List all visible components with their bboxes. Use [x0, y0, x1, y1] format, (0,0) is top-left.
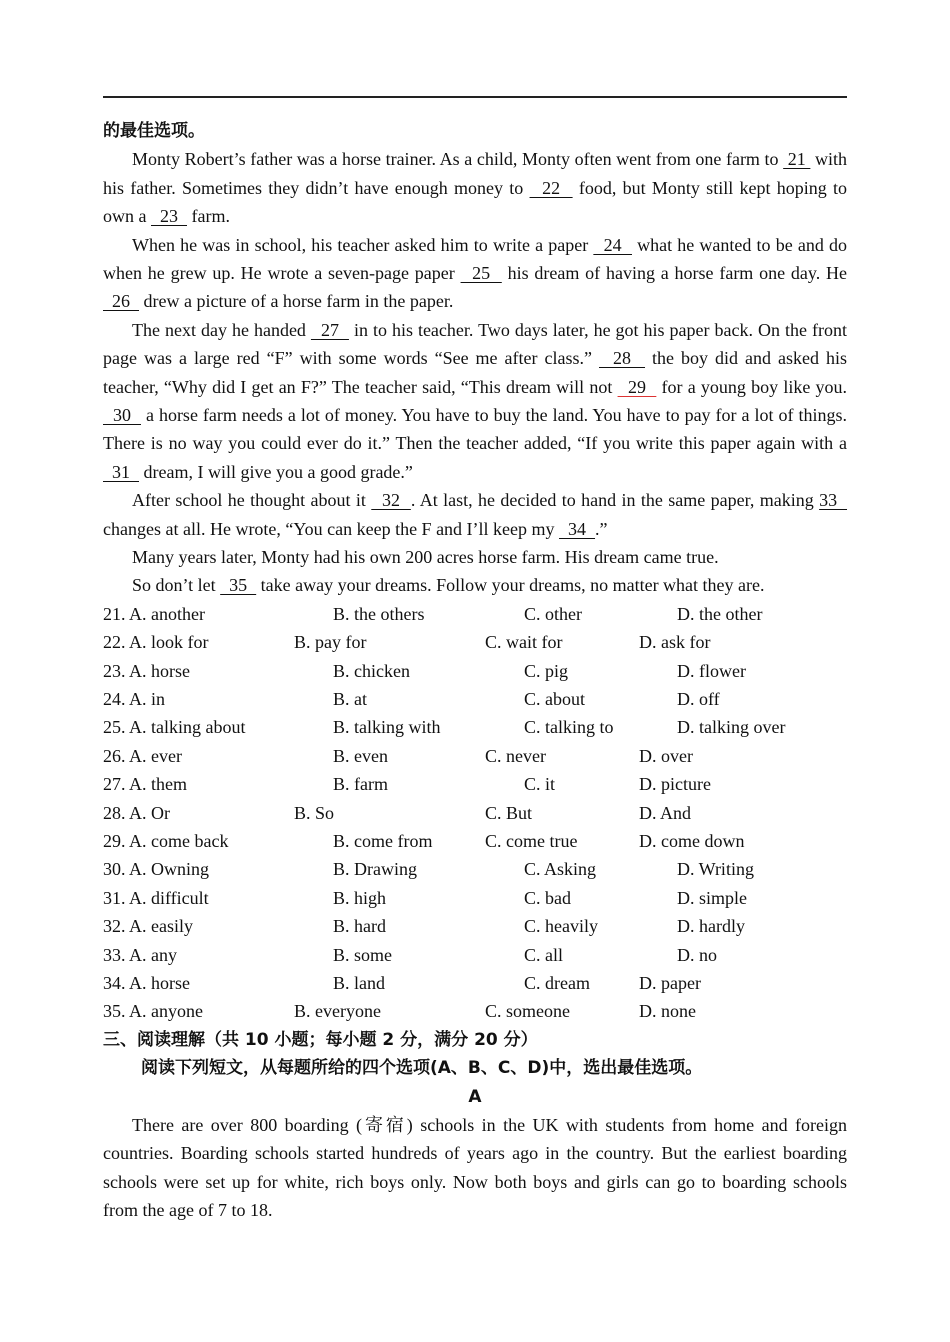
cloze-blank: 35 [220, 575, 257, 596]
option-b: B. hard [333, 916, 386, 937]
question-row [103, 855, 847, 883]
option-d: D. talking over [677, 717, 786, 738]
passage-a-text: There are over 800 boarding (寄宿) schools in the UK with students from home and foreign countries. Boarding schools started hundreds of years ago in the country. But the earliest boarding schools were set up for white, rich boys only. Now both boys and girls can go to boarding schools from the age of 7 to 18. [103, 1114, 847, 1221]
question-row [103, 799, 847, 827]
option-a: 34. A. horse [103, 972, 190, 993]
option-b: B. even [333, 745, 388, 766]
cloze-blank: 32 [371, 490, 411, 511]
option-c: C. Asking [524, 859, 597, 880]
question-row [103, 969, 847, 997]
cloze-blank: 22 [529, 177, 573, 198]
option-d: D. Writing [677, 859, 754, 880]
option-d: D. paper [639, 972, 701, 993]
passage-a-label: A [468, 1086, 482, 1107]
question-row [103, 713, 847, 741]
question-row [103, 941, 847, 969]
option-c: C. about [524, 689, 585, 710]
option-b: B. at [333, 689, 367, 710]
passage-paragraph: Monty Robert’s father was a horse trainer. As a child, Monty often went from one farm to 21 with his father. Sometimes they didn’t have enough money to 22 food, but Monty still kept hoping to own a 23 farm. [103, 149, 847, 227]
option-a: 29. A. come back [103, 831, 229, 852]
cloze-blank: 21 [783, 149, 811, 170]
cloze-blank: 24 [593, 234, 632, 255]
option-a: 27. A. them [103, 774, 187, 795]
passage-paragraph: After school he thought about it 32 . At last, he decided to hand in the same paper, making 33 changes at all. He wrote, “You can keep the F and I’ll keep my 34 .” [103, 490, 848, 539]
option-d: D. flower [677, 660, 746, 681]
cloze-blank: 25 [460, 263, 502, 284]
option-a: 33. A. any [103, 944, 177, 965]
option-a: 24. A. in [103, 689, 166, 710]
cloze-blank: 23 [151, 206, 187, 227]
option-b: B. the others [333, 603, 425, 624]
option-a: 28. A. Or [103, 802, 170, 823]
option-d: D. ask for [639, 632, 711, 653]
option-d: D. the other [677, 603, 763, 624]
question-row [103, 628, 847, 656]
option-c: C. come true [485, 831, 578, 852]
option-d: D. simple [677, 887, 747, 908]
option-c: C. pig [524, 660, 569, 681]
passage-paragraph: When he was in school, his teacher asked him to write a paper 24 what he wanted to be and do when he grew up. He wrote a seven-page paper 25 his dream of having a horse farm one day. He 26 drew a picture of a horse farm in the paper. [103, 234, 848, 312]
header-rule [103, 96, 847, 98]
cloze-blank: 26 [103, 291, 139, 312]
option-d: D. come down [639, 831, 745, 852]
option-b: B. talking with [333, 717, 441, 738]
section3-title: 三、阅读理解（共 10 小题；每小题 2 分，满分 20 分） [103, 1029, 538, 1050]
document-body [103, 117, 847, 1225]
option-d: D. picture [639, 774, 711, 795]
option-d: D. hardly [677, 916, 745, 937]
section3-instruction: 阅读下列短文，从每题所给的四个选项(A、B、C、D)中，选出最佳选项。 [141, 1058, 703, 1079]
option-c: C. heavily [524, 916, 598, 937]
option-c: C. But [485, 802, 533, 823]
question-row [103, 742, 847, 770]
option-a: 21. A. another [103, 603, 205, 624]
question-list [103, 600, 847, 1026]
option-b: B. high [333, 887, 387, 908]
option-b: B. pay for [294, 632, 367, 653]
option-b: B. land [333, 972, 385, 993]
option-b: B. come from [333, 831, 433, 852]
option-b: B. some [333, 944, 393, 965]
option-c: C. talking to [524, 717, 614, 738]
cloze-blank: 31 [103, 461, 139, 482]
option-a: 22. A. look for [103, 632, 209, 653]
option-a: 35. A. anyone [103, 1001, 203, 1022]
option-a: 32. A. easily [103, 916, 193, 937]
question-row [103, 770, 847, 798]
option-b: B. So [294, 802, 335, 823]
question-row [103, 685, 847, 713]
question-row [103, 600, 847, 628]
cloze-blank: 29 [617, 376, 657, 397]
option-a: 31. A. difficult [103, 887, 209, 908]
cloze-blank: 33 [819, 490, 848, 511]
option-c: C. bad [524, 887, 571, 908]
question-row [103, 884, 847, 912]
option-d: D. off [677, 689, 720, 710]
option-c: C. never [485, 745, 546, 766]
question-row [103, 912, 847, 940]
option-a: 30. A. Owning [103, 859, 210, 880]
cloze-blank: 27 [310, 319, 349, 340]
option-b: B. everyone [294, 1001, 381, 1022]
option-c: C. dream [524, 972, 590, 993]
option-c: C. wait for [485, 632, 563, 653]
option-c: C. someone [485, 1001, 570, 1022]
option-b: B. Drawing [333, 859, 417, 880]
option-c: C. it [524, 774, 556, 795]
option-c: C. other [524, 603, 582, 624]
option-a: 26. A. ever [103, 745, 182, 766]
question-row [103, 657, 847, 685]
cloze-blank: 28 [599, 348, 646, 369]
option-a: 25. A. talking about [103, 717, 246, 738]
cloze-passage [103, 145, 847, 600]
option-b: B. chicken [333, 660, 410, 681]
question-row [103, 997, 847, 1025]
option-c: C. all [524, 944, 563, 965]
option-d: D. none [639, 1001, 696, 1022]
section-intro: 的最佳选项。 [103, 121, 205, 141]
option-b: B. farm [333, 774, 388, 795]
question-row [103, 827, 847, 855]
passage-paragraph: Many years later, Monty had his own 200 acres horse farm. His dream came true. [132, 547, 719, 568]
option-a: 23. A. horse [103, 660, 190, 681]
option-d: D. over [639, 745, 693, 766]
cloze-blank: 34 [559, 518, 596, 539]
option-d: D. And [639, 802, 692, 823]
cloze-blank: 30 [103, 405, 141, 426]
passage-paragraph: So don’t let 35 take away your dreams. Follow your dreams, no matter what they are. [132, 575, 765, 596]
option-d: D. no [677, 944, 717, 965]
passage-paragraph: The next day he handed 27 in to his teacher. Two days later, he got his paper back. On the front page was a large red “F” with some words “See me after class.” 28 the boy did and asked his teacher, “Why did I get an F?” The teacher said, “This dream will not 29 for a young boy like you. 30 a horse farm needs a lot of money. You have to buy the land. You have to pay for a lot of things. There is no way you could ever do it.” Then the teacher added, “If you write this paper again with a 31 dream, I will give you a good grade.” [103, 319, 848, 482]
